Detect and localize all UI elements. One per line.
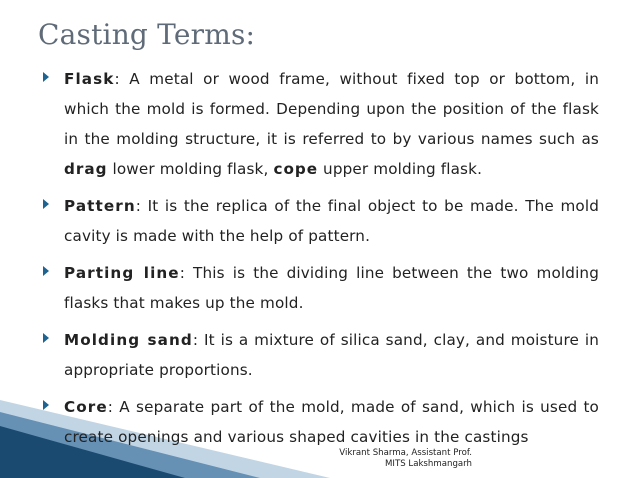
bullet-text	[64, 325, 599, 385]
slide-title: Casting Terms:	[38, 18, 256, 51]
bullet-pattern	[43, 191, 599, 251]
bullet-text	[64, 64, 599, 184]
bullet-list	[43, 64, 599, 459]
emphasis-drag: drag	[64, 160, 108, 178]
term-separator: :	[192, 331, 199, 349]
bullet-flask	[43, 64, 599, 184]
term-label: Core	[64, 398, 108, 416]
term-separator: :	[114, 70, 120, 88]
term-separator: :	[107, 398, 114, 416]
bullet-core	[43, 392, 599, 452]
definition-text: It is a mixture of silica sand, clay, and moisture in appropriate proportions.	[64, 331, 599, 379]
bullet-molding-sand	[43, 325, 599, 385]
definition-text: upper molding flask.	[318, 160, 483, 178]
bullet-arrow-icon	[43, 199, 49, 209]
bullet-arrow-icon	[43, 72, 49, 82]
term-separator: :	[179, 264, 185, 282]
footer-institution: MITS Lakshmangarh	[385, 459, 472, 469]
bullet-parting-line	[43, 258, 599, 318]
definition-text: It is the replica of the final object to be made. The mold cavity is made with the help of pattern.	[64, 197, 599, 245]
term-label: Pattern	[64, 197, 136, 215]
term-label: Parting line	[64, 264, 180, 282]
term-label: Flask	[64, 70, 115, 88]
bullet-text	[64, 392, 599, 452]
definition-text: A metal or wood frame, without fixed top or bottom, in which the mold is formed. Depending upon the position of the flask in the molding structure, it is referred to by various names such as	[64, 70, 599, 148]
term-label: Molding sand	[64, 331, 193, 349]
term-separator: :	[135, 197, 142, 215]
footer-credit	[330, 448, 472, 470]
emphasis-cope: cope	[273, 160, 319, 178]
bullet-text	[64, 191, 599, 251]
footer-author: Vikrant Sharma, Assistant Prof.	[339, 448, 472, 458]
definition-text: This is the dividing line between the two molding flasks that makes up the mold.	[64, 264, 600, 312]
bullet-arrow-icon	[43, 400, 49, 410]
bullet-arrow-icon	[43, 266, 49, 276]
bullet-arrow-icon	[43, 333, 49, 343]
bullet-text	[64, 258, 599, 318]
definition-text: lower molding flask,	[107, 160, 274, 178]
definition-text: A separate part of the mold, made of sand, which is used to create openings and various shaped cavities in the castings	[64, 398, 599, 446]
